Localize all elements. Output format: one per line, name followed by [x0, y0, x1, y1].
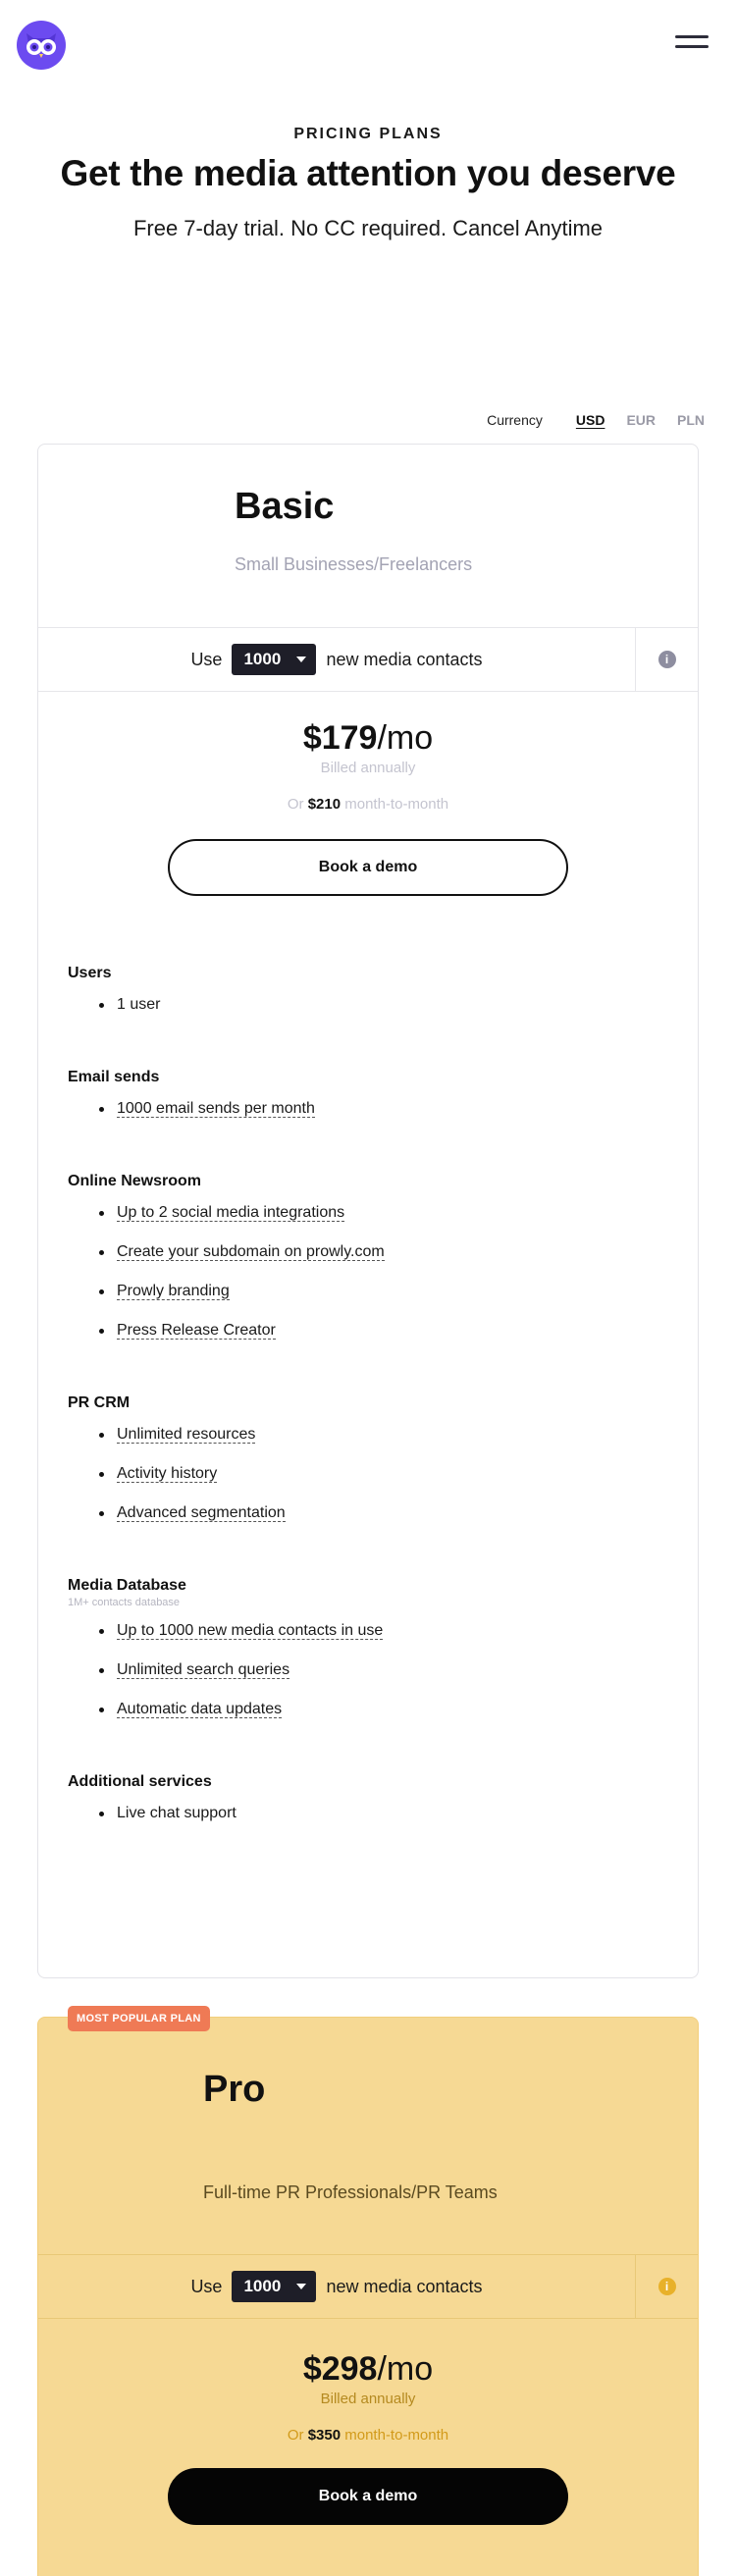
page-title: Get the media attention you deserve: [60, 153, 676, 193]
contacts-suffix: new media contacts: [326, 649, 483, 669]
list-item[interactable]: Activity history: [68, 1463, 676, 1485]
list-item: Live chat support: [68, 1803, 676, 1824]
feature-group-email-sends: [68, 1069, 676, 1120]
feature-group-title: Online Newsroom: [68, 1173, 202, 1189]
monthly-price-note: Or $210 month-to-month: [287, 796, 449, 813]
feature-list: [68, 965, 676, 1877]
page-subtitle: Free 7-day trial. No CC required. Cancel Anytime: [132, 216, 604, 240]
price-block: [38, 2350, 698, 2444]
currency-switcher: [487, 412, 705, 428]
contacts-dropdown-value: 1000: [243, 650, 282, 668]
list-item[interactable]: Create your subdomain on prowly.com: [68, 1241, 676, 1263]
list-item[interactable]: Prowly branding: [68, 1281, 676, 1302]
list-item[interactable]: Advanced segmentation: [68, 1502, 676, 1524]
feature-group-subtitle: 1M+ contacts database: [68, 1597, 181, 1608]
contacts-prefix: Use: [190, 2276, 223, 2296]
monthly-price-note: Or $350 month-to-month: [287, 2427, 449, 2444]
eyebrow-label: PRICING PLANS: [293, 126, 443, 142]
feature-group-title: Users: [68, 965, 112, 981]
plan-description: Small Businesses/Freelancers: [235, 554, 473, 574]
contacts-selector-row: [38, 2254, 698, 2319]
plan-description: Full-time PR Professionals/PR Teams: [203, 2182, 498, 2202]
price: $179/mo: [302, 719, 434, 757]
caret-down-icon: [296, 2284, 306, 2289]
info-button[interactable]: [635, 628, 698, 691]
info-icon: i: [658, 651, 676, 668]
currency-option-pln[interactable]: PLN: [677, 412, 705, 428]
list-item[interactable]: Unlimited resources: [68, 1424, 676, 1446]
feature-group-title: Additional services: [68, 1773, 212, 1790]
feature-group-title: Media Database: [68, 1577, 186, 1594]
contacts-selector-row: [38, 627, 698, 692]
plan-name: Pro: [203, 2069, 266, 2110]
contacts-prefix: Use: [190, 649, 223, 669]
currency-option-eur[interactable]: EUR: [626, 412, 656, 428]
list-item[interactable]: Press Release Creator: [68, 1320, 676, 1341]
feature-group-additional-services: [68, 1773, 676, 1824]
contacts-dropdown[interactable]: [232, 2271, 316, 2302]
list-item[interactable]: Automatic data updates: [68, 1699, 676, 1720]
book-demo-button[interactable]: Book a demo: [168, 2468, 568, 2525]
list-item[interactable]: Up to 2 social media integrations: [68, 1202, 676, 1224]
hamburger-menu-icon[interactable]: [675, 35, 709, 57]
plan-card-pro: [37, 2013, 699, 2576]
feature-group-title: Email sends: [68, 1069, 160, 1085]
caret-down-icon: [296, 657, 306, 662]
feature-group-online-newsroom: [68, 1173, 676, 1341]
contacts-dropdown-value: 1000: [243, 2277, 282, 2295]
contacts-suffix: new media contacts: [326, 2276, 483, 2296]
info-button[interactable]: [635, 2255, 698, 2318]
price-block: [38, 719, 698, 813]
owl-logo-icon[interactable]: [16, 20, 67, 71]
list-item[interactable]: 1000 email sends per month: [68, 1098, 676, 1120]
book-demo-button[interactable]: Book a demo: [168, 839, 568, 896]
list-item[interactable]: Up to 1000 new media contacts in use: [68, 1620, 676, 1642]
contacts-dropdown[interactable]: [232, 644, 316, 675]
hero-section: [0, 126, 736, 241]
price: $298/mo: [302, 2350, 434, 2388]
list-item: 1 user: [68, 994, 676, 1016]
plan-card-basic: [37, 444, 699, 1978]
feature-group-title: PR CRM: [68, 1394, 131, 1411]
currency-label: Currency: [487, 412, 543, 428]
feature-group-pr-crm: [68, 1394, 676, 1524]
plan-name: Basic: [235, 486, 335, 527]
most-popular-badge: MOST POPULAR PLAN: [68, 2006, 210, 2031]
feature-group-users: [68, 965, 676, 1016]
feature-group-media-database: [68, 1577, 676, 1720]
currency-option-usd[interactable]: USD: [575, 412, 605, 428]
billing-note: Billed annually: [320, 2391, 416, 2407]
info-icon: i: [658, 2278, 676, 2295]
list-item[interactable]: Unlimited search queries: [68, 1659, 676, 1681]
billing-note: Billed annually: [320, 760, 416, 776]
